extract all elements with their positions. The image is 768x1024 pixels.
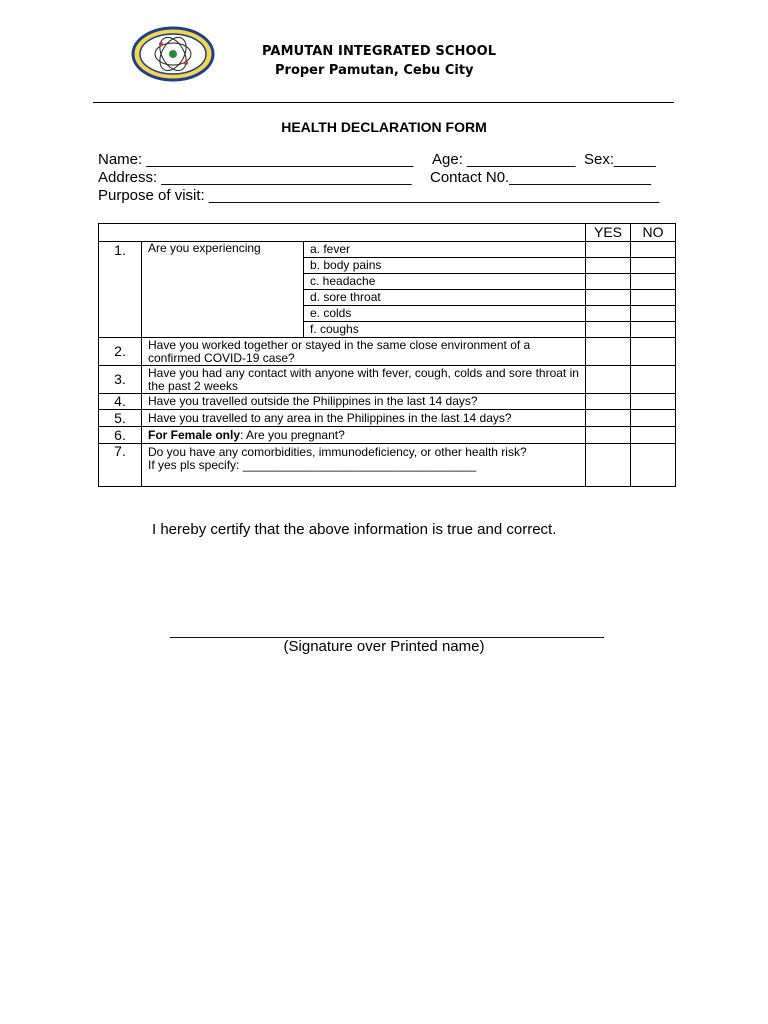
no-checkbox-cell[interactable] — [631, 306, 676, 322]
no-checkbox-cell[interactable] — [631, 290, 676, 306]
comorbidity-question: Do you have any comorbidities, immunodeficiency, or other health risk? — [148, 445, 527, 459]
question-text — [142, 444, 586, 487]
header-blank-cell — [99, 224, 586, 242]
yes-checkbox-cell[interactable] — [586, 274, 631, 290]
school-name: PAMUTAN INTEGRATED SCHOOL — [262, 44, 497, 59]
question-number: 4. — [99, 394, 142, 410]
symptom-option: f. coughs — [304, 322, 586, 338]
no-column-header: NO — [631, 224, 676, 242]
yes-checkbox-cell[interactable] — [586, 242, 631, 258]
symptom-option: e. colds — [304, 306, 586, 322]
question-text: Have you worked together or stayed in the same close environment of a confirmed COVID-19 case? — [142, 338, 586, 366]
question-text: Have you travelled to any area in the Philippines in the last 14 days? — [142, 410, 586, 427]
table-row — [99, 338, 676, 366]
no-checkbox-cell[interactable] — [631, 258, 676, 274]
table-header-row — [99, 224, 676, 242]
sex-field[interactable]: Sex:_____ — [584, 151, 656, 168]
signature-line[interactable]: ____________________________________________________ — [170, 622, 604, 639]
symptom-option: d. sore throat — [304, 290, 586, 306]
yes-checkbox-cell[interactable] — [586, 444, 631, 487]
health-questions-table — [98, 223, 676, 487]
question-number: 3. — [99, 366, 142, 394]
yes-checkbox-cell[interactable] — [586, 258, 631, 274]
address-field[interactable]: Address: ______________________________ — [98, 169, 412, 186]
yes-checkbox-cell[interactable] — [586, 338, 631, 366]
yes-checkbox-cell[interactable] — [586, 427, 631, 444]
table-row — [99, 394, 676, 410]
no-checkbox-cell[interactable] — [631, 394, 676, 410]
header-divider — [93, 102, 674, 103]
school-address: Proper Pamutan, Cebu City — [275, 63, 474, 78]
no-checkbox-cell[interactable] — [631, 366, 676, 394]
no-checkbox-cell[interactable] — [631, 410, 676, 427]
question-text: Are you experiencing — [142, 242, 304, 338]
question-number: 6. — [99, 427, 142, 444]
age-field[interactable]: Age: _____________ — [432, 151, 576, 168]
yes-checkbox-cell[interactable] — [586, 290, 631, 306]
table-row — [99, 242, 676, 258]
question-number: 2. — [99, 338, 142, 366]
certification-statement: I hereby certify that the above information is true and correct. — [152, 521, 557, 538]
table-row — [99, 366, 676, 394]
symptom-option: c. headache — [304, 274, 586, 290]
purpose-field[interactable]: Purpose of visit: ______________________________________________________ — [98, 187, 660, 204]
symptom-option: b. body pains — [304, 258, 586, 274]
name-field[interactable]: Name: ________________________________ — [98, 151, 414, 168]
question-text: Have you travelled outside the Philippines in the last 14 days? — [142, 394, 586, 410]
no-checkbox-cell[interactable] — [631, 274, 676, 290]
no-checkbox-cell[interactable] — [631, 322, 676, 338]
yes-checkbox-cell[interactable] — [586, 410, 631, 427]
no-checkbox-cell[interactable] — [631, 242, 676, 258]
question-number: 1. — [99, 242, 142, 338]
question-text: Have you had any contact with anyone with fever, cough, colds and sore throat in the past 2 weeks — [142, 366, 586, 394]
table-row — [99, 427, 676, 444]
question-number: 5. — [99, 410, 142, 427]
signature-label: (Signature over Printed name) — [283, 638, 485, 655]
question-text — [142, 427, 586, 444]
yes-checkbox-cell[interactable] — [586, 306, 631, 322]
yes-checkbox-cell[interactable] — [586, 322, 631, 338]
yes-checkbox-cell[interactable] — [586, 366, 631, 394]
no-checkbox-cell[interactable] — [631, 444, 676, 487]
table-row — [99, 410, 676, 427]
form-title: HEALTH DECLARATION FORM — [281, 119, 487, 135]
yes-checkbox-cell[interactable] — [586, 394, 631, 410]
symptom-option: a. fever — [304, 242, 586, 258]
female-only-label: For Female only — [148, 427, 241, 442]
school-logo — [131, 26, 215, 82]
table-row — [99, 444, 676, 487]
contact-field[interactable]: Contact N0._________________ — [430, 169, 652, 186]
pregnancy-question: : Are you pregnant? — [240, 427, 345, 442]
yes-column-header: YES — [586, 224, 631, 242]
question-number: 7. — [99, 444, 142, 487]
no-checkbox-cell[interactable] — [631, 338, 676, 366]
no-checkbox-cell[interactable] — [631, 427, 676, 444]
specify-field[interactable]: If yes pls specify: ___________________________________ — [148, 457, 477, 472]
